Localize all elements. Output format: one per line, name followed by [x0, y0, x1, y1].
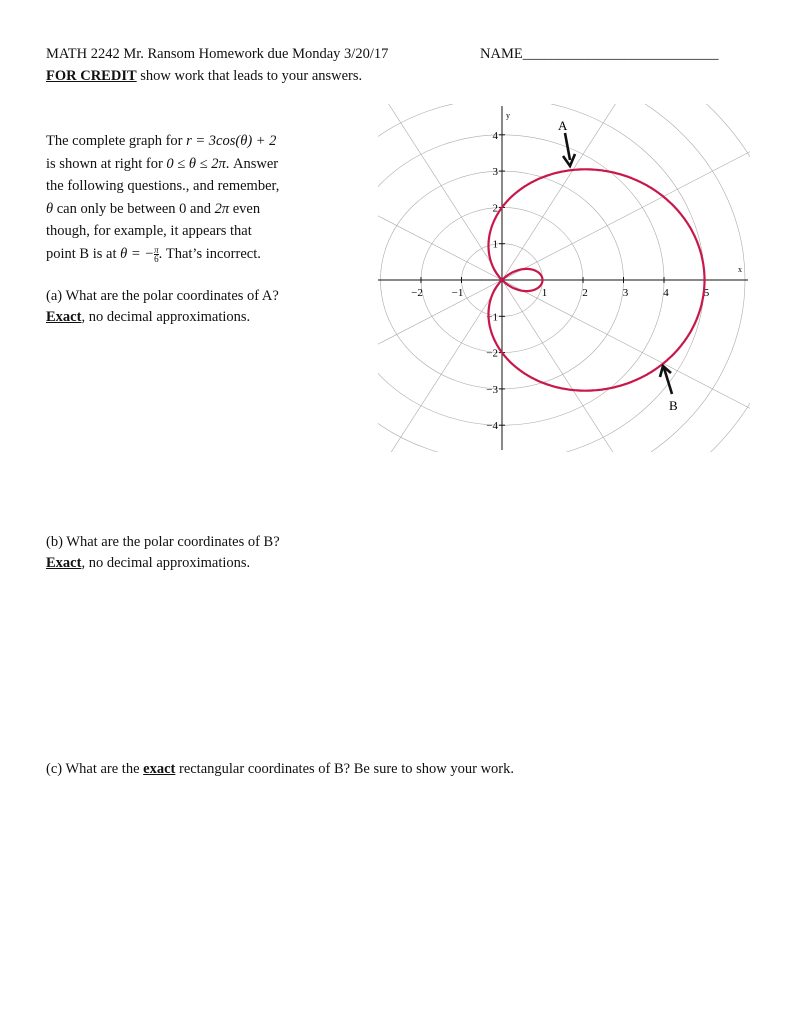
fraction-denominator: 6 [154, 253, 159, 264]
grid-ray [502, 99, 791, 281]
exact-label: Exact [46, 309, 82, 325]
y-tick-label: −1 [486, 311, 498, 324]
intro-text: . Answer [225, 155, 279, 172]
arrow-b-icon [660, 366, 672, 394]
y-axis-label: y [506, 111, 510, 120]
intro-text: though, for example, it appears that [46, 223, 252, 239]
note-text: , no decimal approximations. [81, 555, 251, 571]
grid-ray [151, 280, 502, 462]
grid-ray [300, 280, 503, 594]
exact-label: Exact [46, 555, 82, 571]
grid-ray [502, 280, 705, 594]
grid-ray [300, 0, 503, 280]
y-tick-label: −3 [486, 383, 498, 396]
intro-text: The complete graph for [46, 133, 187, 149]
x-tick-label: 4 [663, 287, 669, 299]
x-axis-label: x [738, 265, 742, 274]
fraction-numerator: π [154, 244, 159, 255]
question-b: (b) What are the polar coordinates of B? [46, 534, 280, 550]
question-text: rectangular coordinates of B? Be sure to show your work. [175, 761, 514, 777]
credit-text: show work that leads to your answers. [136, 68, 363, 84]
exact-label: exact [143, 761, 176, 777]
grid-ray [502, 280, 791, 462]
name-blank: ___________________________ [522, 46, 719, 62]
theta-symbol: θ [46, 200, 54, 217]
intro-text: . That’s incorrect. [158, 245, 261, 262]
x-tick-label: 2 [582, 287, 588, 299]
name-label: NAME [480, 46, 523, 62]
grid-circle [178, 0, 791, 570]
for-credit-label: FOR CREDIT [46, 68, 137, 84]
y-tick-label: 1 [492, 238, 498, 251]
theta-range: 0 ≤ θ ≤ 2π [166, 155, 226, 172]
point-a-label: A [558, 118, 568, 133]
x-tick-label: 3 [622, 287, 629, 299]
y-tick-label: 3 [492, 166, 498, 179]
y-tick-label: −2 [486, 347, 498, 360]
intro-text: even [229, 200, 261, 217]
y-tick-label: 2 [492, 202, 498, 215]
y-tick-label: 4 [492, 129, 498, 142]
question-a: (a) What are the polar coordinates of A? [46, 288, 279, 304]
point-arrows [563, 133, 672, 394]
polar-grid [151, 0, 791, 594]
x-tick-label: 1 [541, 287, 548, 299]
grid-ray [502, 0, 705, 280]
intro-text: can only be between 0 and [53, 200, 215, 217]
grid-ray [151, 99, 502, 281]
x-tick-label: −2 [411, 287, 423, 299]
note-text: , no decimal approximations. [81, 309, 251, 325]
two-pi: 2π [214, 200, 230, 217]
intro-text: the following questions., and remember, [46, 178, 280, 194]
x-tick-label: 5 [703, 287, 710, 299]
intro-text: point B is at [46, 245, 121, 262]
equation: r = 3cos(θ) + 2 [186, 133, 277, 149]
x-tick-label: −1 [451, 287, 464, 299]
question-text: (c) What are the [46, 761, 144, 777]
theta-equation: θ = − [120, 245, 155, 262]
intro-text: is shown at right for [46, 155, 167, 172]
course-header: MATH 2242 Mr. Ransom Homework due Monday 3/20/17 [46, 46, 389, 62]
y-tick-label: −4 [486, 420, 498, 433]
point-b-label: B [669, 398, 678, 413]
